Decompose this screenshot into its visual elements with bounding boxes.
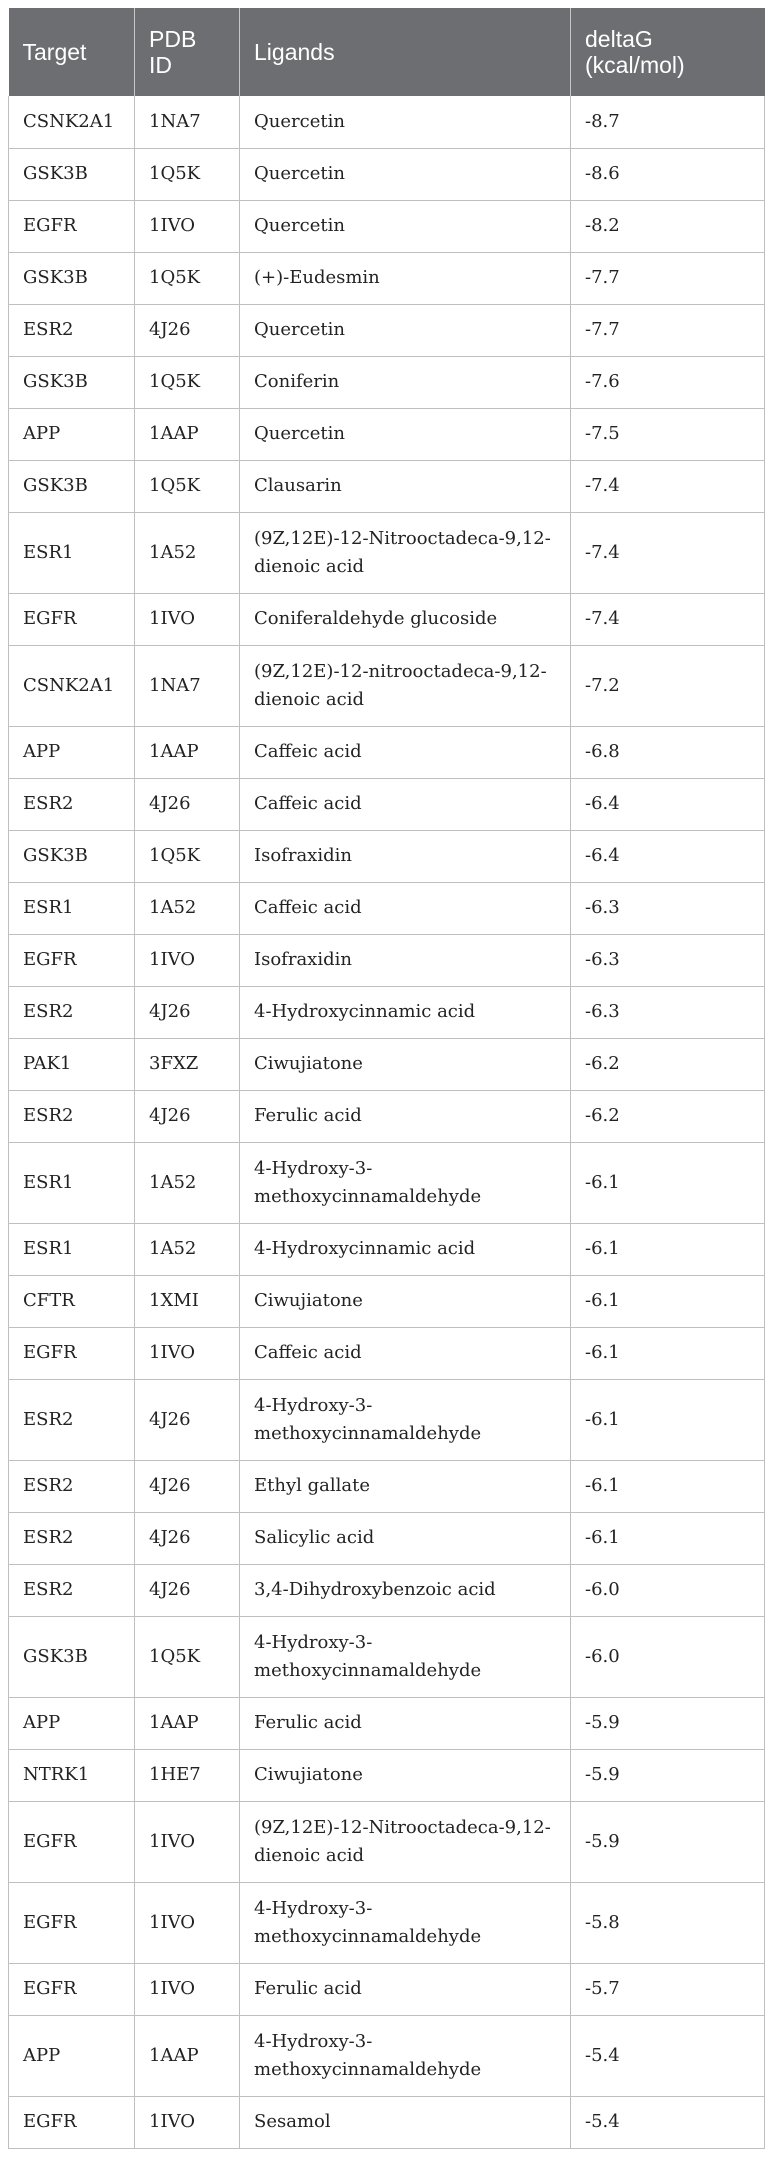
table-row (9, 1038, 765, 1090)
cell-pdb-id: 1IVO (135, 593, 240, 645)
cell-ligand: Caffeic acid (240, 882, 571, 934)
cell-ligand: (9Z,12E)-12-Nitrooctadeca-9,12-dienoic acid (240, 512, 571, 593)
cell-target: APP (9, 726, 135, 778)
table-row (9, 882, 765, 934)
table-body (9, 96, 765, 2148)
table-row (9, 1882, 765, 1963)
cell-deltag: -5.4 (571, 2096, 765, 2148)
docking-results-table (8, 8, 765, 2149)
cell-target: ESR2 (9, 304, 135, 356)
cell-ligand: Ferulic acid (240, 1090, 571, 1142)
cell-target: GSK3B (9, 830, 135, 882)
cell-target: GSK3B (9, 1616, 135, 1697)
table-row (9, 593, 765, 645)
table-row (9, 986, 765, 1038)
cell-target: ESR1 (9, 1142, 135, 1223)
cell-target: EGFR (9, 200, 135, 252)
cell-deltag: -8.2 (571, 200, 765, 252)
cell-target: EGFR (9, 593, 135, 645)
cell-target: ESR2 (9, 986, 135, 1038)
cell-deltag: -8.6 (571, 148, 765, 200)
cell-pdb-id: 1AAP (135, 1697, 240, 1749)
cell-ligand: 4-Hydroxy-3-methoxycinnamaldehyde (240, 1379, 571, 1460)
header-deltag: deltaG (kcal/mol) (585, 26, 685, 78)
cell-pdb-id: 1IVO (135, 2096, 240, 2148)
cell-deltag: -7.4 (571, 593, 765, 645)
cell-ligand: Quercetin (240, 304, 571, 356)
cell-target: APP (9, 408, 135, 460)
header-pdb-id: PDB ID (135, 8, 240, 96)
cell-ligand: Ciwujiatone (240, 1275, 571, 1327)
cell-target: ESR1 (9, 512, 135, 593)
cell-ligand: 4-Hydroxy-3-methoxycinnamaldehyde (240, 1142, 571, 1223)
cell-deltag: -6.1 (571, 1460, 765, 1512)
cell-target: NTRK1 (9, 1749, 135, 1801)
cell-ligand: Ethyl gallate (240, 1460, 571, 1512)
cell-deltag: -6.2 (571, 1090, 765, 1142)
cell-pdb-id: 1NA7 (135, 645, 240, 726)
cell-target: PAK1 (9, 1038, 135, 1090)
cell-ligand: (9Z,12E)-12-Nitrooctadeca-9,12-dienoic acid (240, 1801, 571, 1882)
cell-target: ESR2 (9, 778, 135, 830)
table-row (9, 778, 765, 830)
cell-ligand: Coniferaldehyde glucoside (240, 593, 571, 645)
cell-ligand: 4-Hydroxycinnamic acid (240, 1223, 571, 1275)
cell-deltag: -6.1 (571, 1327, 765, 1379)
cell-deltag: -6.3 (571, 882, 765, 934)
cell-pdb-id: 4J26 (135, 778, 240, 830)
cell-target: APP (9, 2015, 135, 2096)
cell-pdb-id: 1IVO (135, 1327, 240, 1379)
cell-deltag: -6.1 (571, 1512, 765, 1564)
table-row (9, 1460, 765, 1512)
cell-target: GSK3B (9, 460, 135, 512)
cell-ligand: Coniferin (240, 356, 571, 408)
cell-pdb-id: 1HE7 (135, 1749, 240, 1801)
cell-target: EGFR (9, 1801, 135, 1882)
cell-deltag: -6.1 (571, 1223, 765, 1275)
cell-pdb-id: 1Q5K (135, 1616, 240, 1697)
table-row (9, 148, 765, 200)
cell-pdb-id: 1IVO (135, 1801, 240, 1882)
cell-deltag: -6.2 (571, 1038, 765, 1090)
cell-pdb-id: 1A52 (135, 882, 240, 934)
header-ligands: Ligands (240, 8, 571, 96)
table-row (9, 1275, 765, 1327)
cell-deltag: -6.0 (571, 1564, 765, 1616)
cell-deltag: -6.1 (571, 1379, 765, 1460)
cell-target: ESR1 (9, 882, 135, 934)
cell-deltag: -5.7 (571, 1963, 765, 2015)
cell-deltag: -6.3 (571, 986, 765, 1038)
table-row (9, 1379, 765, 1460)
cell-target: CSNK2A1 (9, 96, 135, 148)
cell-deltag: -7.7 (571, 252, 765, 304)
cell-deltag: -6.8 (571, 726, 765, 778)
cell-deltag: -5.9 (571, 1697, 765, 1749)
cell-deltag: -7.6 (571, 356, 765, 408)
cell-pdb-id: 4J26 (135, 986, 240, 1038)
cell-pdb-id: 1Q5K (135, 148, 240, 200)
header-target: Target (9, 8, 135, 96)
cell-pdb-id: 1AAP (135, 726, 240, 778)
cell-pdb-id: 4J26 (135, 1564, 240, 1616)
table-row (9, 1090, 765, 1142)
cell-ligand: Salicylic acid (240, 1512, 571, 1564)
table-row (9, 1142, 765, 1223)
cell-target: EGFR (9, 934, 135, 986)
cell-deltag: -7.5 (571, 408, 765, 460)
table-row (9, 1512, 765, 1564)
cell-target: ESR2 (9, 1379, 135, 1460)
cell-pdb-id: 1A52 (135, 1142, 240, 1223)
cell-pdb-id: 1Q5K (135, 460, 240, 512)
header-row (9, 8, 765, 96)
cell-target: EGFR (9, 2096, 135, 2148)
cell-deltag: -6.1 (571, 1275, 765, 1327)
cell-target: EGFR (9, 1327, 135, 1379)
cell-ligand: 4-Hydroxy-3-methoxycinnamaldehyde (240, 2015, 571, 2096)
cell-ligand: Ferulic acid (240, 1697, 571, 1749)
table-row (9, 1327, 765, 1379)
cell-deltag: -7.2 (571, 645, 765, 726)
table-row (9, 1801, 765, 1882)
cell-ligand: (9Z,12E)-12-nitrooctadeca-9,12-dienoic acid (240, 645, 571, 726)
cell-ligand: (+)-Eudesmin (240, 252, 571, 304)
cell-ligand: Quercetin (240, 148, 571, 200)
cell-deltag: -7.7 (571, 304, 765, 356)
cell-target: GSK3B (9, 148, 135, 200)
cell-deltag: -6.4 (571, 778, 765, 830)
cell-target: EGFR (9, 1963, 135, 2015)
cell-pdb-id: 4J26 (135, 1460, 240, 1512)
cell-pdb-id: 1NA7 (135, 96, 240, 148)
table-row (9, 356, 765, 408)
cell-ligand: Caffeic acid (240, 778, 571, 830)
table-row (9, 304, 765, 356)
cell-deltag: -7.4 (571, 512, 765, 593)
cell-pdb-id: 1Q5K (135, 356, 240, 408)
cell-target: GSK3B (9, 356, 135, 408)
cell-pdb-id: 1IVO (135, 1882, 240, 1963)
cell-deltag: -5.9 (571, 1801, 765, 1882)
cell-pdb-id: 1A52 (135, 512, 240, 593)
cell-deltag: -6.0 (571, 1616, 765, 1697)
cell-deltag: -5.8 (571, 1882, 765, 1963)
cell-target: APP (9, 1697, 135, 1749)
cell-pdb-id: 1IVO (135, 200, 240, 252)
cell-ligand: Caffeic acid (240, 726, 571, 778)
table-row (9, 460, 765, 512)
table-row (9, 1697, 765, 1749)
cell-pdb-id: 4J26 (135, 1512, 240, 1564)
table-row (9, 2096, 765, 2148)
cell-target: ESR2 (9, 1512, 135, 1564)
cell-target: CFTR (9, 1275, 135, 1327)
cell-target: ESR2 (9, 1090, 135, 1142)
cell-pdb-id: 1AAP (135, 408, 240, 460)
cell-pdb-id: 4J26 (135, 1379, 240, 1460)
cell-deltag: -7.4 (571, 460, 765, 512)
cell-ligand: Ferulic acid (240, 1963, 571, 2015)
table-row (9, 1616, 765, 1697)
table-row (9, 830, 765, 882)
table-row (9, 1223, 765, 1275)
cell-ligand: Clausarin (240, 460, 571, 512)
cell-ligand: Isofraxidin (240, 934, 571, 986)
cell-target: GSK3B (9, 252, 135, 304)
cell-ligand: Ciwujiatone (240, 1749, 571, 1801)
cell-target: ESR1 (9, 1223, 135, 1275)
cell-ligand: Caffeic acid (240, 1327, 571, 1379)
cell-pdb-id: 1AAP (135, 2015, 240, 2096)
cell-target: EGFR (9, 1882, 135, 1963)
table-row (9, 408, 765, 460)
table-row (9, 96, 765, 148)
cell-deltag: -8.7 (571, 96, 765, 148)
cell-pdb-id: 1IVO (135, 1963, 240, 2015)
cell-pdb-id: 1XMI (135, 1275, 240, 1327)
table-row (9, 512, 765, 593)
cell-ligand: Quercetin (240, 408, 571, 460)
cell-deltag: -5.9 (571, 1749, 765, 1801)
cell-ligand: 3,4-Dihydroxybenzoic acid (240, 1564, 571, 1616)
cell-ligand: Isofraxidin (240, 830, 571, 882)
cell-deltag: -5.4 (571, 2015, 765, 2096)
table-row (9, 252, 765, 304)
table-header (9, 8, 765, 96)
table-row (9, 1749, 765, 1801)
cell-ligand: 4-Hydroxy-3-methoxycinnamaldehyde (240, 1616, 571, 1697)
cell-target: ESR2 (9, 1460, 135, 1512)
cell-pdb-id: 1A52 (135, 1223, 240, 1275)
cell-target: CSNK2A1 (9, 645, 135, 726)
cell-pdb-id: 4J26 (135, 1090, 240, 1142)
cell-deltag: -6.4 (571, 830, 765, 882)
table-row (9, 1564, 765, 1616)
table-row (9, 645, 765, 726)
cell-ligand: Quercetin (240, 200, 571, 252)
table-row (9, 200, 765, 252)
cell-deltag: -6.1 (571, 1142, 765, 1223)
table-row (9, 2015, 765, 2096)
table-row (9, 1963, 765, 2015)
cell-pdb-id: 4J26 (135, 304, 240, 356)
cell-ligand: Sesamol (240, 2096, 571, 2148)
table-row (9, 934, 765, 986)
cell-pdb-id: 3FXZ (135, 1038, 240, 1090)
cell-deltag: -6.3 (571, 934, 765, 986)
cell-ligand: Ciwujiatone (240, 1038, 571, 1090)
cell-target: ESR2 (9, 1564, 135, 1616)
cell-ligand: 4-Hydroxycinnamic acid (240, 986, 571, 1038)
table-row (9, 726, 765, 778)
cell-pdb-id: 1IVO (135, 934, 240, 986)
cell-pdb-id: 1Q5K (135, 252, 240, 304)
cell-ligand: 4-Hydroxy-3-methoxycinnamaldehyde (240, 1882, 571, 1963)
cell-ligand: Quercetin (240, 96, 571, 148)
cell-pdb-id: 1Q5K (135, 830, 240, 882)
